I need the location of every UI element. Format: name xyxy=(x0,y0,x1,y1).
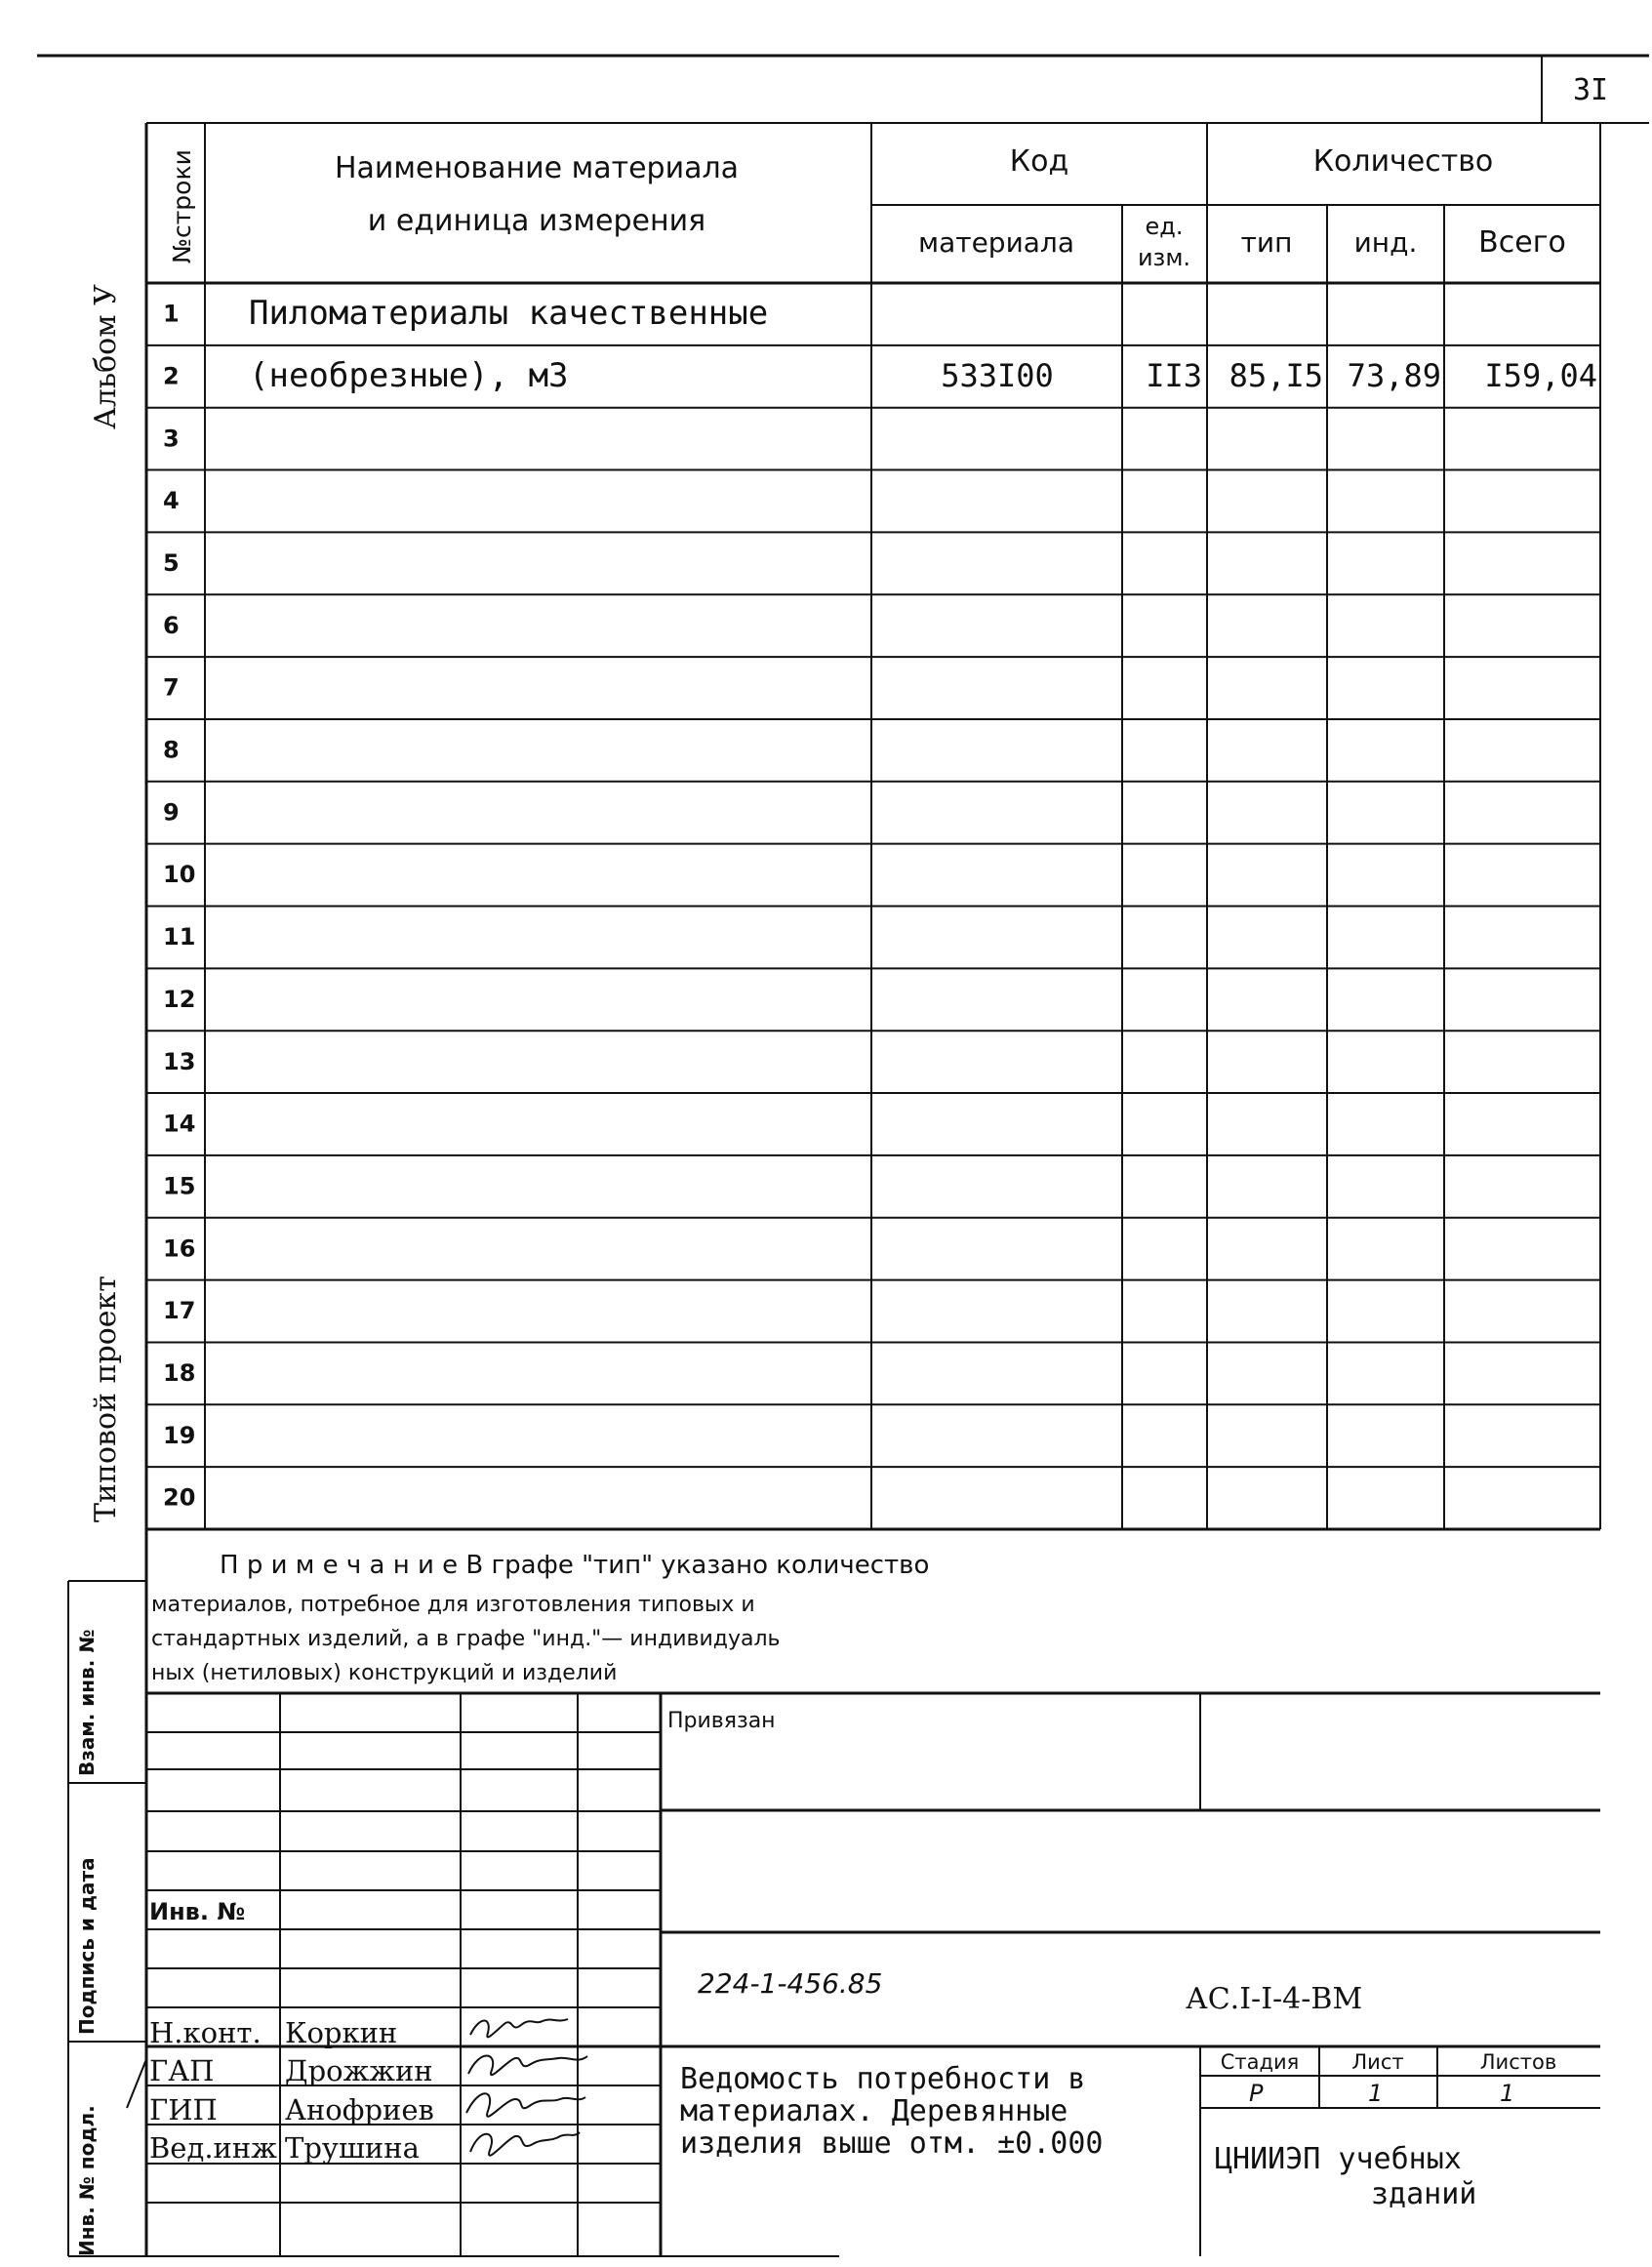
row-number: 6 xyxy=(163,611,180,639)
signature-mark-4 xyxy=(470,2132,580,2156)
row-unit-code: II3 xyxy=(1146,356,1202,394)
signature-role: ГАП xyxy=(149,2054,215,2087)
signature-row xyxy=(149,2093,434,2126)
row-number: 10 xyxy=(163,861,196,889)
header-tip: тип xyxy=(1240,226,1293,259)
row-number: 8 xyxy=(163,736,180,764)
row-material-name: Пиломатериалы качественные xyxy=(249,294,769,334)
signature-row xyxy=(149,2054,433,2087)
note-line1: П р и м е ч а н и е В графе "тип" указано количество xyxy=(220,1551,930,1580)
header-kod: Код xyxy=(1009,144,1069,179)
side-label-inv-podl: Инв. № подл. xyxy=(75,2105,99,2256)
side-label-podpis-data: Подпись и дата xyxy=(75,1857,99,2035)
listov-label: Листов xyxy=(1479,2050,1557,2074)
list-label: Лист xyxy=(1351,2050,1404,2074)
stadiya-value: Р xyxy=(1249,2080,1264,2107)
table-row xyxy=(163,549,180,577)
row-qty-tip: 85,I5 xyxy=(1229,356,1323,394)
table-row xyxy=(163,861,195,888)
row-number: 12 xyxy=(163,985,196,1013)
header-row-no: №строки xyxy=(168,149,196,263)
signature-mark-1 xyxy=(470,2019,568,2037)
header-name-line1: Наименование материала xyxy=(334,151,740,185)
row-number: 18 xyxy=(163,1359,196,1388)
signature-name: Дрожжин xyxy=(285,2054,433,2087)
signature-role: Н.конт. xyxy=(149,2016,262,2049)
header-vsego: Всего xyxy=(1478,225,1566,260)
row-number: 2 xyxy=(163,362,180,390)
header-name-line2: и единица измерения xyxy=(367,204,706,238)
note-line4: ных (нетиловых) конструкций и изделий xyxy=(151,1661,618,1685)
inv-no-label: Инв. № xyxy=(149,1898,246,1925)
row-number: 1 xyxy=(163,300,180,328)
header-kod-materiala: материала xyxy=(917,226,1075,259)
signatures xyxy=(149,2016,434,2165)
row-qty-ind: 73,89 xyxy=(1347,356,1441,394)
row-number: 20 xyxy=(163,1483,196,1512)
title-line3: изделия выше отм. ±0.000 xyxy=(680,2126,1104,2161)
signature-row xyxy=(149,2016,397,2049)
row-number: 11 xyxy=(163,923,196,951)
table-row xyxy=(163,487,180,514)
row-lines xyxy=(146,345,1600,1467)
table-row xyxy=(163,1048,195,1075)
row-number: 14 xyxy=(163,1110,196,1138)
signature-name: Коркин xyxy=(285,2016,398,2049)
row-number: 9 xyxy=(163,798,180,827)
signature-role: ГИП xyxy=(149,2093,218,2126)
row-number: 5 xyxy=(163,548,180,577)
note-line2: материалов, потребное для изготовления типовых и xyxy=(151,1593,755,1617)
project-code: 224-1-456.85 xyxy=(698,1967,883,2000)
row-number: 19 xyxy=(163,1421,196,1449)
doc-code: АС.I-I-4-ВМ xyxy=(1186,1982,1363,2016)
row-number: 7 xyxy=(163,673,180,702)
table-row xyxy=(163,294,768,333)
header-ind: инд. xyxy=(1353,226,1418,259)
header-ed-line2: изм. xyxy=(1137,244,1191,271)
listov-value: 1 xyxy=(1500,2080,1515,2107)
row-number: 3 xyxy=(163,425,180,453)
signature-mark-2 xyxy=(468,2056,587,2076)
signature-mark-3 xyxy=(466,2093,585,2117)
table-row xyxy=(163,986,195,1013)
title-line2: материалах. Деревянные xyxy=(680,2094,1068,2128)
signature-row xyxy=(149,2131,420,2165)
table-row xyxy=(163,1422,195,1449)
signature-name: Трушина xyxy=(285,2131,420,2165)
stadiya-label: Стадия xyxy=(1220,2050,1300,2074)
row-number: 16 xyxy=(163,1235,196,1263)
side-label-album: Альбом У xyxy=(89,284,123,429)
table-row xyxy=(163,1235,195,1262)
org-line1: ЦНИИЭП учебных xyxy=(1215,2142,1462,2176)
row-qty-total: I59,04 xyxy=(1484,356,1597,394)
header-ed-line1: ед. xyxy=(1145,213,1184,240)
table-row xyxy=(163,923,195,951)
row-material-code: 533I00 xyxy=(941,356,1054,394)
signature-name: Анофриев xyxy=(285,2093,434,2126)
side-label-vzam-inv: Взам. инв. № xyxy=(75,1629,99,1776)
side-label-project: Типовой проект xyxy=(89,1275,123,1522)
table-row xyxy=(163,674,180,702)
table-row xyxy=(163,356,1597,395)
table-row xyxy=(163,425,180,452)
list-value: 1 xyxy=(1368,2080,1384,2107)
table-row xyxy=(163,1111,195,1138)
org-line2: зданий xyxy=(1371,2177,1477,2211)
row-number: 15 xyxy=(163,1172,196,1200)
page-number: 3I xyxy=(1573,73,1609,107)
title-line1: Ведомость потребности в xyxy=(680,2062,1086,2096)
table-rows xyxy=(163,294,1597,1512)
row-material-name: (необрезные), м3 xyxy=(249,355,569,395)
header-kolichestvo: Количество xyxy=(1312,144,1494,179)
table-row xyxy=(163,1359,195,1387)
table-row xyxy=(163,1297,195,1324)
table-row xyxy=(163,737,180,764)
note-line3: стандартных изделий, а в графе "инд."— индивидуаль xyxy=(151,1627,781,1651)
row-number: 4 xyxy=(163,487,180,515)
table-row xyxy=(163,1484,195,1512)
table-row xyxy=(163,1172,195,1199)
row-number: 17 xyxy=(163,1297,196,1325)
row-number: 13 xyxy=(163,1047,196,1075)
privyazan-label: Привязан xyxy=(667,1709,776,1733)
signature-slash xyxy=(127,2059,146,2108)
table-row xyxy=(163,612,180,639)
signature-role: Вед.инж xyxy=(149,2131,277,2165)
table-row xyxy=(163,798,180,826)
